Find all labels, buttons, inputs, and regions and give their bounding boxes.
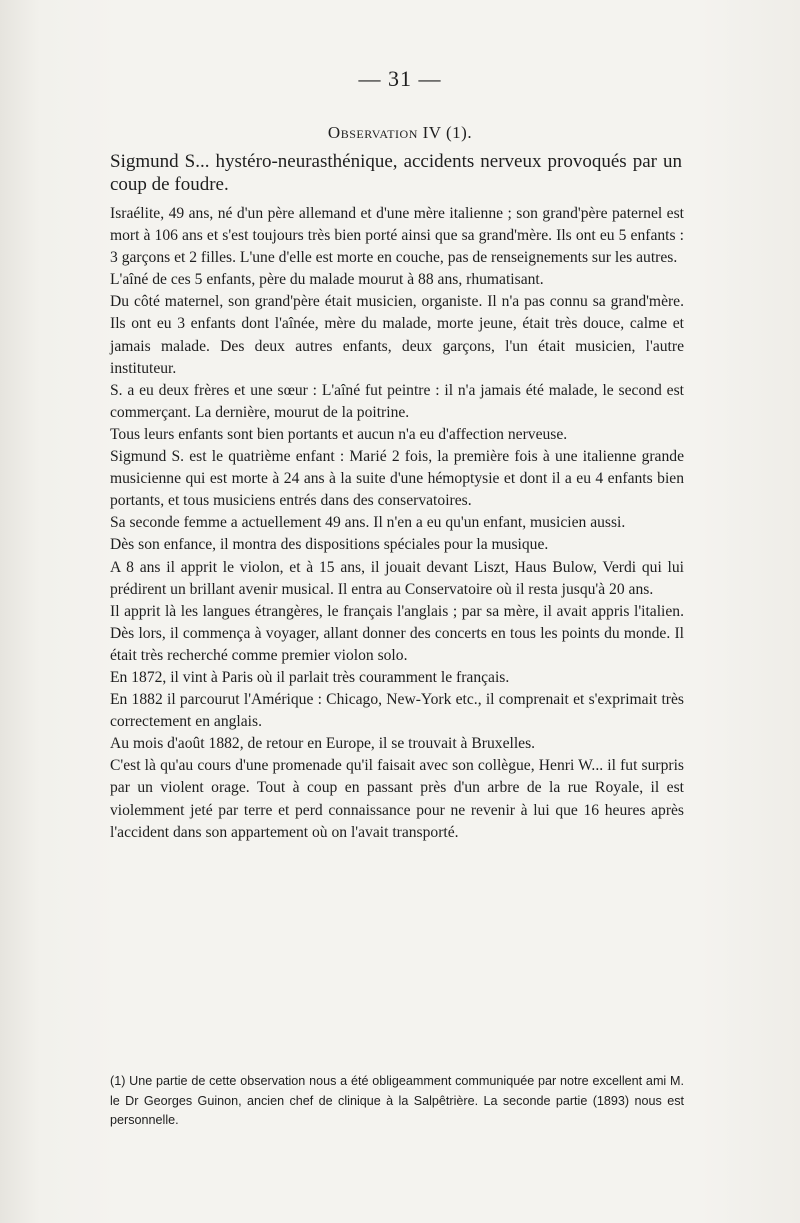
- paragraph: Sigmund S. est le quatrième enfant : Marié 2 fois, la première fois à une italienne grande musicienne qui est morte à 24 ans à la suite d'une hémoptysie et dont il a eu 4 enfants bien portants, et tous musiciens entrés dans des conservatoires.: [110, 448, 684, 510]
- paragraph: En 1872, il vint à Paris où il parlait très couramment le français.: [110, 668, 510, 686]
- case-lead: Sigmund S... hystéro-neurasthénique, accidents nerveux provoqués par un coup de foudre.: [110, 151, 682, 195]
- paragraph: Dès son enfance, il montra des dispositions spéciales pour la musique.: [110, 536, 549, 554]
- paragraph: Tous leurs enfants sont bien portants et aucun n'a eu d'affection nerveuse.: [110, 425, 568, 443]
- paragraph: Il apprit là les langues étrangères, le français l'anglais ; par sa mère, il avait appris l'italien. Dès lors, il commença à voyager, allant donner des concerts en tous les points du monde. Il était très recherché comme premier violon solo.: [110, 602, 684, 664]
- observation-title: Observation IV (1).: [327, 123, 473, 142]
- paragraph: L'aîné de ces 5 enfants, père du malade mourut à 88 ans, rhumatisant.: [110, 271, 544, 289]
- paragraph: S. a eu deux frères et une sœur : L'aîné fut peintre : il n'a jamais été malade, le second est commerçant. La dernière, mourut de la poitrine.: [110, 381, 684, 421]
- paragraph: C'est là qu'au cours d'une promenade qu'il faisait avec son collègue, Henri W... il fut surpris par un violent orage. Tout à coup en passant près d'un arbre de la rue Royale, il est violemment jeté par terre et perd connaissance pour ne revenir à lui que 16 heures après l'accident dans son appartement où on l'avait transporté.: [110, 757, 684, 841]
- body-text: [110, 203, 684, 844]
- paragraph: En 1882 il parcourut l'Amérique : Chicago, New-York etc., il comprenait et s'exprimait très correctement en anglais.: [110, 691, 684, 731]
- paragraph: Au mois d'août 1882, de retour en Europe, il se trouvait à Bruxelles.: [110, 735, 536, 753]
- paragraph: A 8 ans il apprit le violon, et à 15 ans, il jouait devant Liszt, Haus Bulow, Verdi qui lui prédirent un brillant avenir musical. Il entra au Conservatoire où il resta jusqu'à 20 ans.: [110, 558, 684, 598]
- page-number: — 31 —: [358, 66, 442, 91]
- paragraph: Sa seconde femme a actuellement 49 ans. Il n'en a eu qu'un enfant, musicien aussi.: [110, 514, 626, 532]
- footnote-section: [110, 1072, 684, 1131]
- footnote: (1) Une partie de cette observation nous a été obligeamment communiquée par notre excellent ami M. le Dr Georges Guinon, ancien chef de clinique à la Salpêtrière. La seconde partie (1893) nous est personnelle.: [110, 1074, 684, 1127]
- paragraph: Israélite, 49 ans, né d'un père allemand et d'une mère italienne ; son grand'père paternel est mort à 106 ans et s'est toujours très bien porté ainsi que sa grand'mère. Ils ont eu 5 enfants : 3 garçons et 2 filles. L'une d'elle est morte en couche, pas de renseignements sur les autres.: [110, 205, 684, 267]
- paragraph: Du côté maternel, son grand'père était musicien, organiste. Il n'a pas connu sa grand'mère. Ils ont eu 3 enfants dont l'aînée, mère du malade, morte jeune, était très douce, calme et jamais malade. Des deux autres enfants, deux garçons, l'un était musicien, l'autre instituteur.: [110, 293, 684, 377]
